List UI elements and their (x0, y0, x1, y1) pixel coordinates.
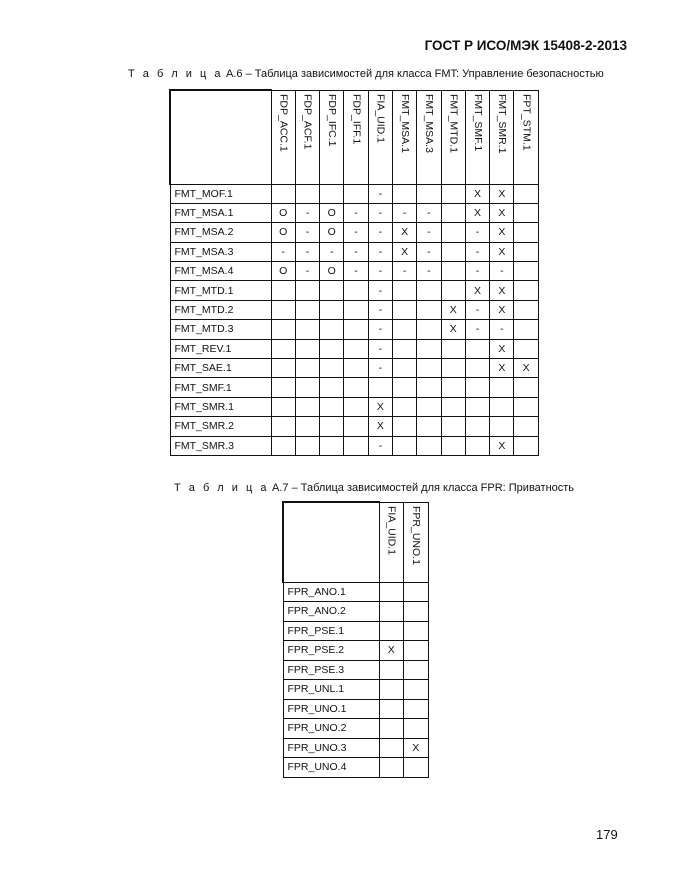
table-cell (379, 602, 404, 622)
table-cell (417, 359, 441, 378)
column-header-label: FIA_UID.1 (385, 505, 398, 555)
row-label: FMT_MSA.4 (170, 262, 271, 281)
table-cell: X (465, 281, 489, 300)
table-cell (392, 436, 416, 455)
table-cell: O (271, 223, 295, 242)
table-row (170, 378, 538, 397)
column-header (417, 90, 441, 184)
table-cell: - (368, 300, 392, 319)
table-cell (490, 378, 514, 397)
table-cell: - (490, 320, 514, 339)
table-row (283, 699, 428, 719)
table-cell (404, 621, 429, 641)
table-a6-caption-label: Т а б л и ц а (128, 68, 223, 80)
table-cell (417, 397, 441, 416)
table-row (283, 719, 428, 739)
table-cell (392, 339, 416, 358)
table-cell (320, 281, 344, 300)
table-cell (271, 359, 295, 378)
table-cell (379, 621, 404, 641)
table-cell (295, 378, 319, 397)
table-cell (514, 262, 538, 281)
column-header (368, 90, 392, 184)
table-cell: X (392, 223, 416, 242)
table-row (170, 300, 538, 319)
table-cell (344, 378, 368, 397)
column-header (514, 90, 538, 184)
table-cell: X (490, 281, 514, 300)
table-cell (404, 582, 429, 602)
table-row (170, 184, 538, 203)
table-cell (514, 223, 538, 242)
table-cell: X (379, 641, 404, 661)
table-cell (344, 397, 368, 416)
table-cell (344, 300, 368, 319)
table-cell (295, 397, 319, 416)
table-cell (295, 339, 319, 358)
table-row (170, 339, 538, 358)
table-cell (379, 699, 404, 719)
table-cell (417, 320, 441, 339)
table-cell (295, 359, 319, 378)
table-cell (417, 339, 441, 358)
row-label: FMT_MTD.1 (170, 281, 271, 300)
table-cell (392, 359, 416, 378)
table-cell: X (514, 359, 538, 378)
table-cell (379, 758, 404, 778)
table-cell: - (344, 262, 368, 281)
table-cell (417, 417, 441, 436)
table-cell (295, 281, 319, 300)
row-label: FPR_UNL.1 (283, 680, 379, 700)
table-a7-caption (174, 482, 574, 494)
column-header (490, 90, 514, 184)
table-cell (320, 320, 344, 339)
table-cell (344, 281, 368, 300)
table-cell (344, 436, 368, 455)
table-cell (441, 223, 465, 242)
table-cell: - (417, 262, 441, 281)
table-cell (465, 378, 489, 397)
table-cell (344, 417, 368, 436)
row-label: FPR_PSE.1 (283, 621, 379, 641)
table-cell: O (320, 203, 344, 222)
table-cell: - (344, 203, 368, 222)
table-cell (379, 660, 404, 680)
table-cell: - (368, 203, 392, 222)
table-cell: - (320, 242, 344, 261)
table-cell (441, 417, 465, 436)
table-cell: X (490, 242, 514, 261)
row-label: FMT_SMR.1 (170, 397, 271, 416)
table-cell: X (490, 339, 514, 358)
table-cell (379, 738, 404, 758)
table-cell: - (344, 223, 368, 242)
table-cell (441, 262, 465, 281)
table-cell: - (465, 262, 489, 281)
row-label: FPR_ANO.1 (283, 582, 379, 602)
table-cell (404, 758, 429, 778)
table-cell: - (417, 242, 441, 261)
table-cell (441, 359, 465, 378)
table-cell: - (368, 359, 392, 378)
table-cell (379, 719, 404, 739)
table-cell: - (417, 203, 441, 222)
table-cell (514, 281, 538, 300)
column-header-label: FMT_MSA.3 (423, 93, 436, 153)
table-cell (514, 203, 538, 222)
table-cell: - (368, 339, 392, 358)
column-header (271, 90, 295, 184)
table-cell: - (368, 320, 392, 339)
table-cell: O (271, 262, 295, 281)
table-row (170, 281, 538, 300)
table-cell (295, 184, 319, 203)
column-header (404, 502, 429, 582)
table-cell (320, 184, 344, 203)
table-cell: - (368, 436, 392, 455)
page-number: 179 (596, 827, 618, 842)
row-label: FMT_SMR.2 (170, 417, 271, 436)
row-label: FPR_PSE.3 (283, 660, 379, 680)
table-cell (404, 602, 429, 622)
table-cell (271, 436, 295, 455)
table-cell (404, 719, 429, 739)
table-cell (271, 378, 295, 397)
column-header (379, 502, 404, 582)
table-cell: - (465, 223, 489, 242)
table-cell (295, 417, 319, 436)
table-cell: X (368, 417, 392, 436)
table-a6 (169, 89, 539, 456)
table-row (170, 359, 538, 378)
table-row (170, 397, 538, 416)
row-label: FMT_MTD.2 (170, 300, 271, 319)
table-cell: X (490, 300, 514, 319)
table-cell: - (344, 242, 368, 261)
table-a6-caption-text: А.6 – Таблица зависимостей для класса FMT: Управление безопасностью (226, 68, 604, 80)
table-row (283, 680, 428, 700)
table-cell: - (417, 223, 441, 242)
table-cell (465, 417, 489, 436)
table-cell: - (368, 242, 392, 261)
table-cell: - (368, 223, 392, 242)
column-header (320, 90, 344, 184)
column-header-label: FIA_UID.1 (374, 93, 387, 143)
table-cell: X (490, 223, 514, 242)
table-cell (392, 417, 416, 436)
table-cell: X (368, 397, 392, 416)
table-cell: X (465, 203, 489, 222)
table-cell (490, 417, 514, 436)
table-cell (465, 397, 489, 416)
table-cell (368, 378, 392, 397)
table-row (283, 641, 428, 661)
table-cell (441, 203, 465, 222)
table-cell: - (465, 320, 489, 339)
table-row (283, 602, 428, 622)
table-cell: O (320, 223, 344, 242)
table-a7-caption-label: Т а б л и ц а (174, 482, 269, 494)
table-cell (514, 436, 538, 455)
table-cell (417, 300, 441, 319)
table-cell: X (404, 738, 429, 758)
table-cell (514, 397, 538, 416)
table-corner-cell (283, 502, 379, 582)
table-cell: - (295, 223, 319, 242)
row-label: FMT_MSA.1 (170, 203, 271, 222)
table-cell: O (271, 203, 295, 222)
row-label: FMT_SAE.1 (170, 359, 271, 378)
table-cell (320, 339, 344, 358)
column-header (392, 90, 416, 184)
table-cell (465, 359, 489, 378)
table-cell: - (295, 262, 319, 281)
table-cell (514, 320, 538, 339)
column-header-label: FPR_UNO.1 (410, 505, 422, 565)
table-cell (295, 300, 319, 319)
table-cell: X (441, 300, 465, 319)
table-cell (441, 339, 465, 358)
table-cell: X (392, 242, 416, 261)
column-header-label: FPT_STM.1 (520, 93, 533, 151)
table-cell (514, 339, 538, 358)
table-cell (441, 378, 465, 397)
row-label: FPR_UNO.4 (283, 758, 379, 778)
table-cell (379, 680, 404, 700)
row-label: FPR_UNO.1 (283, 699, 379, 719)
table-cell (271, 320, 295, 339)
row-label: FMT_SMR.3 (170, 436, 271, 455)
table-cell: - (465, 242, 489, 261)
table-cell (441, 281, 465, 300)
column-header-label: FDP_IFC.1 (325, 93, 338, 147)
table-cell: X (490, 436, 514, 455)
table-corner-cell (170, 90, 271, 184)
table-cell (514, 184, 538, 203)
table-cell (404, 680, 429, 700)
table-a7-caption-text: А.7 – Таблица зависимостей для класса FPR: Приватность (272, 482, 575, 494)
table-cell (514, 242, 538, 261)
table-row (170, 436, 538, 455)
table-cell (417, 184, 441, 203)
table-cell (441, 184, 465, 203)
table-row (170, 262, 538, 281)
table-row (170, 223, 538, 242)
table-cell (320, 378, 344, 397)
table-cell (465, 436, 489, 455)
table-cell (271, 417, 295, 436)
table-cell (320, 300, 344, 319)
table-cell: X (490, 359, 514, 378)
column-header (465, 90, 489, 184)
table-cell (441, 242, 465, 261)
row-label: FMT_MOF.1 (170, 184, 271, 203)
table-cell (392, 397, 416, 416)
table-cell (392, 378, 416, 397)
table-cell: - (368, 262, 392, 281)
table-cell: X (490, 184, 514, 203)
table-row (283, 758, 428, 778)
column-header-label: FDP_ACF.1 (301, 93, 314, 149)
table-row (170, 320, 538, 339)
table-cell (295, 436, 319, 455)
table-cell (392, 300, 416, 319)
table-cell (465, 339, 489, 358)
table-a6-caption (128, 68, 604, 80)
table-cell (320, 436, 344, 455)
row-label: FPR_UNO.3 (283, 738, 379, 758)
table-row (170, 203, 538, 222)
column-header-label: FMT_SMR.1 (496, 93, 509, 154)
table-row (170, 242, 538, 261)
row-label: FMT_MSA.3 (170, 242, 271, 261)
row-label: FMT_SMF.1 (170, 378, 271, 397)
table-cell (344, 359, 368, 378)
table-cell (271, 184, 295, 203)
table-cell: X (465, 184, 489, 203)
table-cell (417, 378, 441, 397)
row-label: FMT_MTD.3 (170, 320, 271, 339)
table-row (170, 417, 538, 436)
row-label: FMT_MSA.2 (170, 223, 271, 242)
table-a7 (282, 501, 429, 778)
table-header-row (283, 502, 428, 582)
column-header-label: FMT_MTD.1 (447, 93, 460, 153)
table-cell: - (368, 281, 392, 300)
table-cell: - (465, 300, 489, 319)
table-cell: X (441, 320, 465, 339)
row-label: FPR_UNO.2 (283, 719, 379, 739)
table-cell (271, 397, 295, 416)
table-cell (490, 397, 514, 416)
table-cell (392, 320, 416, 339)
table-row (283, 582, 428, 602)
table-cell (441, 397, 465, 416)
table-cell (320, 359, 344, 378)
table-cell (514, 378, 538, 397)
table-cell: - (490, 262, 514, 281)
table-cell (392, 281, 416, 300)
table-row (283, 621, 428, 641)
column-header-label: FDP_IFF.1 (350, 93, 363, 144)
table-cell (441, 436, 465, 455)
table-cell (404, 699, 429, 719)
table-cell: - (295, 242, 319, 261)
table-cell (271, 281, 295, 300)
table-cell (344, 184, 368, 203)
table-cell (320, 417, 344, 436)
table-cell (271, 339, 295, 358)
table-cell (417, 436, 441, 455)
table-cell (295, 320, 319, 339)
table-header-row (170, 90, 538, 184)
table-cell (514, 300, 538, 319)
table-cell: - (295, 203, 319, 222)
table-cell (344, 339, 368, 358)
column-header-label: FMT_SMF.1 (471, 93, 484, 151)
table-cell: - (392, 203, 416, 222)
table-cell: O (320, 262, 344, 281)
table-row (283, 660, 428, 680)
column-header (295, 90, 319, 184)
table-cell (379, 582, 404, 602)
table-cell (404, 660, 429, 680)
column-header-label: FMT_MSA.1 (398, 93, 411, 153)
table-cell: - (392, 262, 416, 281)
table-cell (271, 300, 295, 319)
table-cell (392, 184, 416, 203)
row-label: FPR_PSE.2 (283, 641, 379, 661)
table-cell (404, 641, 429, 661)
row-label: FMT_REV.1 (170, 339, 271, 358)
table-cell: X (490, 203, 514, 222)
document-header: ГОСТ Р ИСО/МЭК 15408-2-2013 (424, 38, 627, 53)
table-cell: - (271, 242, 295, 261)
column-header (441, 90, 465, 184)
table-row (283, 738, 428, 758)
row-label: FPR_ANO.2 (283, 602, 379, 622)
table-cell (514, 417, 538, 436)
column-header (344, 90, 368, 184)
table-cell (344, 320, 368, 339)
table-cell (320, 397, 344, 416)
table-cell: - (368, 184, 392, 203)
table-cell (417, 281, 441, 300)
column-header-label: FDP_ACC.1 (277, 93, 290, 152)
